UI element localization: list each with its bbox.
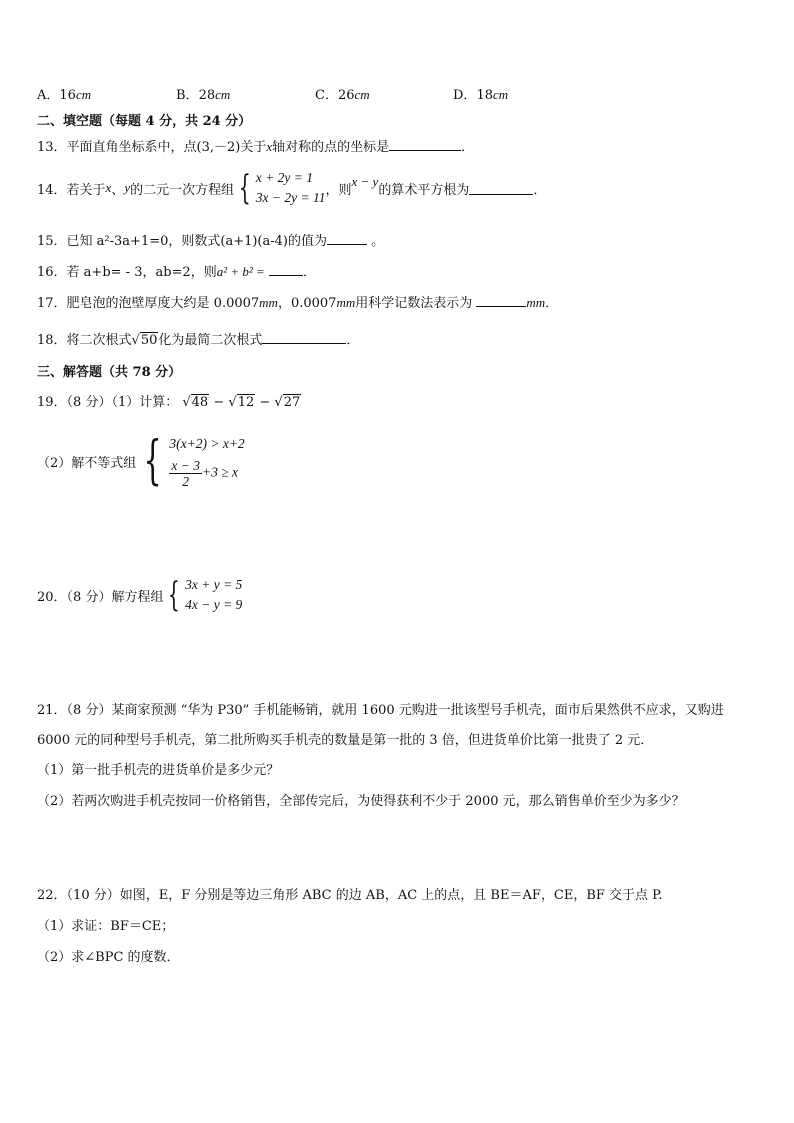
answer-blank (469, 181, 533, 195)
section-heading-solve: 三、解答题（共 78 分） (37, 365, 182, 380)
question-17: 17．肥皂泡的泡壁厚度大约是 0.0007mm，0.0007mm用科学记数法表示为 mm． (37, 295, 559, 311)
brace-icon: { (239, 168, 251, 208)
answer-blank (262, 330, 346, 344)
section-heading-fill-blank: 二、填空题（每题 4 分，共 24 分） (37, 114, 252, 129)
question-21-sub-1: （1）第一批手机壳的进货单价是多少元？ (37, 763, 280, 778)
question-22-line-1: 22．（10 分）如图，E，F 分别是等边三角形 ABC 的边 AB，AC 上的点，且 BE＝AF，CE，BF 交于点 P. (37, 888, 663, 903)
option-c: C．26cm (315, 87, 370, 103)
question-21-line-2: 6000 元的同种型号手机壳，第二批所购买手机壳的数量是第一批的 3 倍，但进货单价比第一批贵了 2 元． (37, 733, 654, 748)
question-16: 16．若 a+b= - 3，ab=2，则a² + b² = ． (37, 264, 316, 280)
question-13: 13．平面直角坐标系中，点(3,－2)关于x轴对称的点的坐标是 ． (37, 139, 475, 155)
answer-blank (389, 137, 461, 151)
option-b: B．28cm (176, 87, 231, 103)
question-15: 15．已知 a²-3a+1=0，则数式(a+1)(a-4)的值为 。 (37, 230, 384, 249)
fraction: $\frac{x - 3}{2}$ (171, 457, 200, 489)
equation-system: x + 2y = 1 3x − 2y = 11 (255, 170, 326, 205)
option-d: D．18cm (453, 87, 509, 103)
answer-blank (476, 293, 526, 307)
answer-blank (269, 262, 303, 276)
question-20: 20．（8 分）解方程组 { 3x + y = 5 4x − y = 9 (37, 575, 243, 615)
question-14: 14．若关于 x 、 y 的二元一次方程组 { x + 2y = 1 3x − 2y = 11 ，则 x − y 的算术平方根为 ． (37, 168, 547, 208)
answer-blank (327, 231, 367, 245)
question-22-sub-2: （2）求∠BPC 的度数． (37, 950, 180, 965)
sqrt-icon: √12 (228, 395, 255, 410)
option-a: A．16cm (37, 87, 92, 103)
question-19-part-1: 19．（8 分）（1）计算： √48 − √12 − √27 (37, 395, 301, 410)
question-22-sub-1: （1）求证：BF＝CE； (37, 919, 175, 934)
brace-icon: { (143, 431, 162, 491)
sqrt-icon: √48 (182, 395, 209, 410)
question-21-line-1: 21．（8 分）某商家预测 “华为 P30” 手机能畅销，就用 1600 元购进一批该型号手机壳，面市后果然供不应求，又购进 (37, 703, 724, 718)
sqrt-icon: √27 (274, 395, 301, 410)
question-19-part-2: （2）解不等式组 { 3(x+2) > x+2 $\frac{x - 3}{2}$ +3 ≥ x (37, 431, 245, 491)
sqrt-icon: √50 (131, 333, 158, 348)
question-18: 18．将二次根式√50化为最简二次根式 ． (37, 329, 359, 348)
question-21-sub-2: （2）若两次购进手机壳按同一价格销售，全部传完后，为使得获利不少于 2000 元，那么销售单价至少为多少？ (37, 794, 685, 809)
inequality-system: 3(x+2) > x+2 $\frac{x - 3}{2}$ +3 ≥ x (169, 435, 245, 489)
brace-icon: { (168, 575, 181, 615)
equation-system: 3x + y = 5 4x − y = 9 (185, 577, 243, 612)
